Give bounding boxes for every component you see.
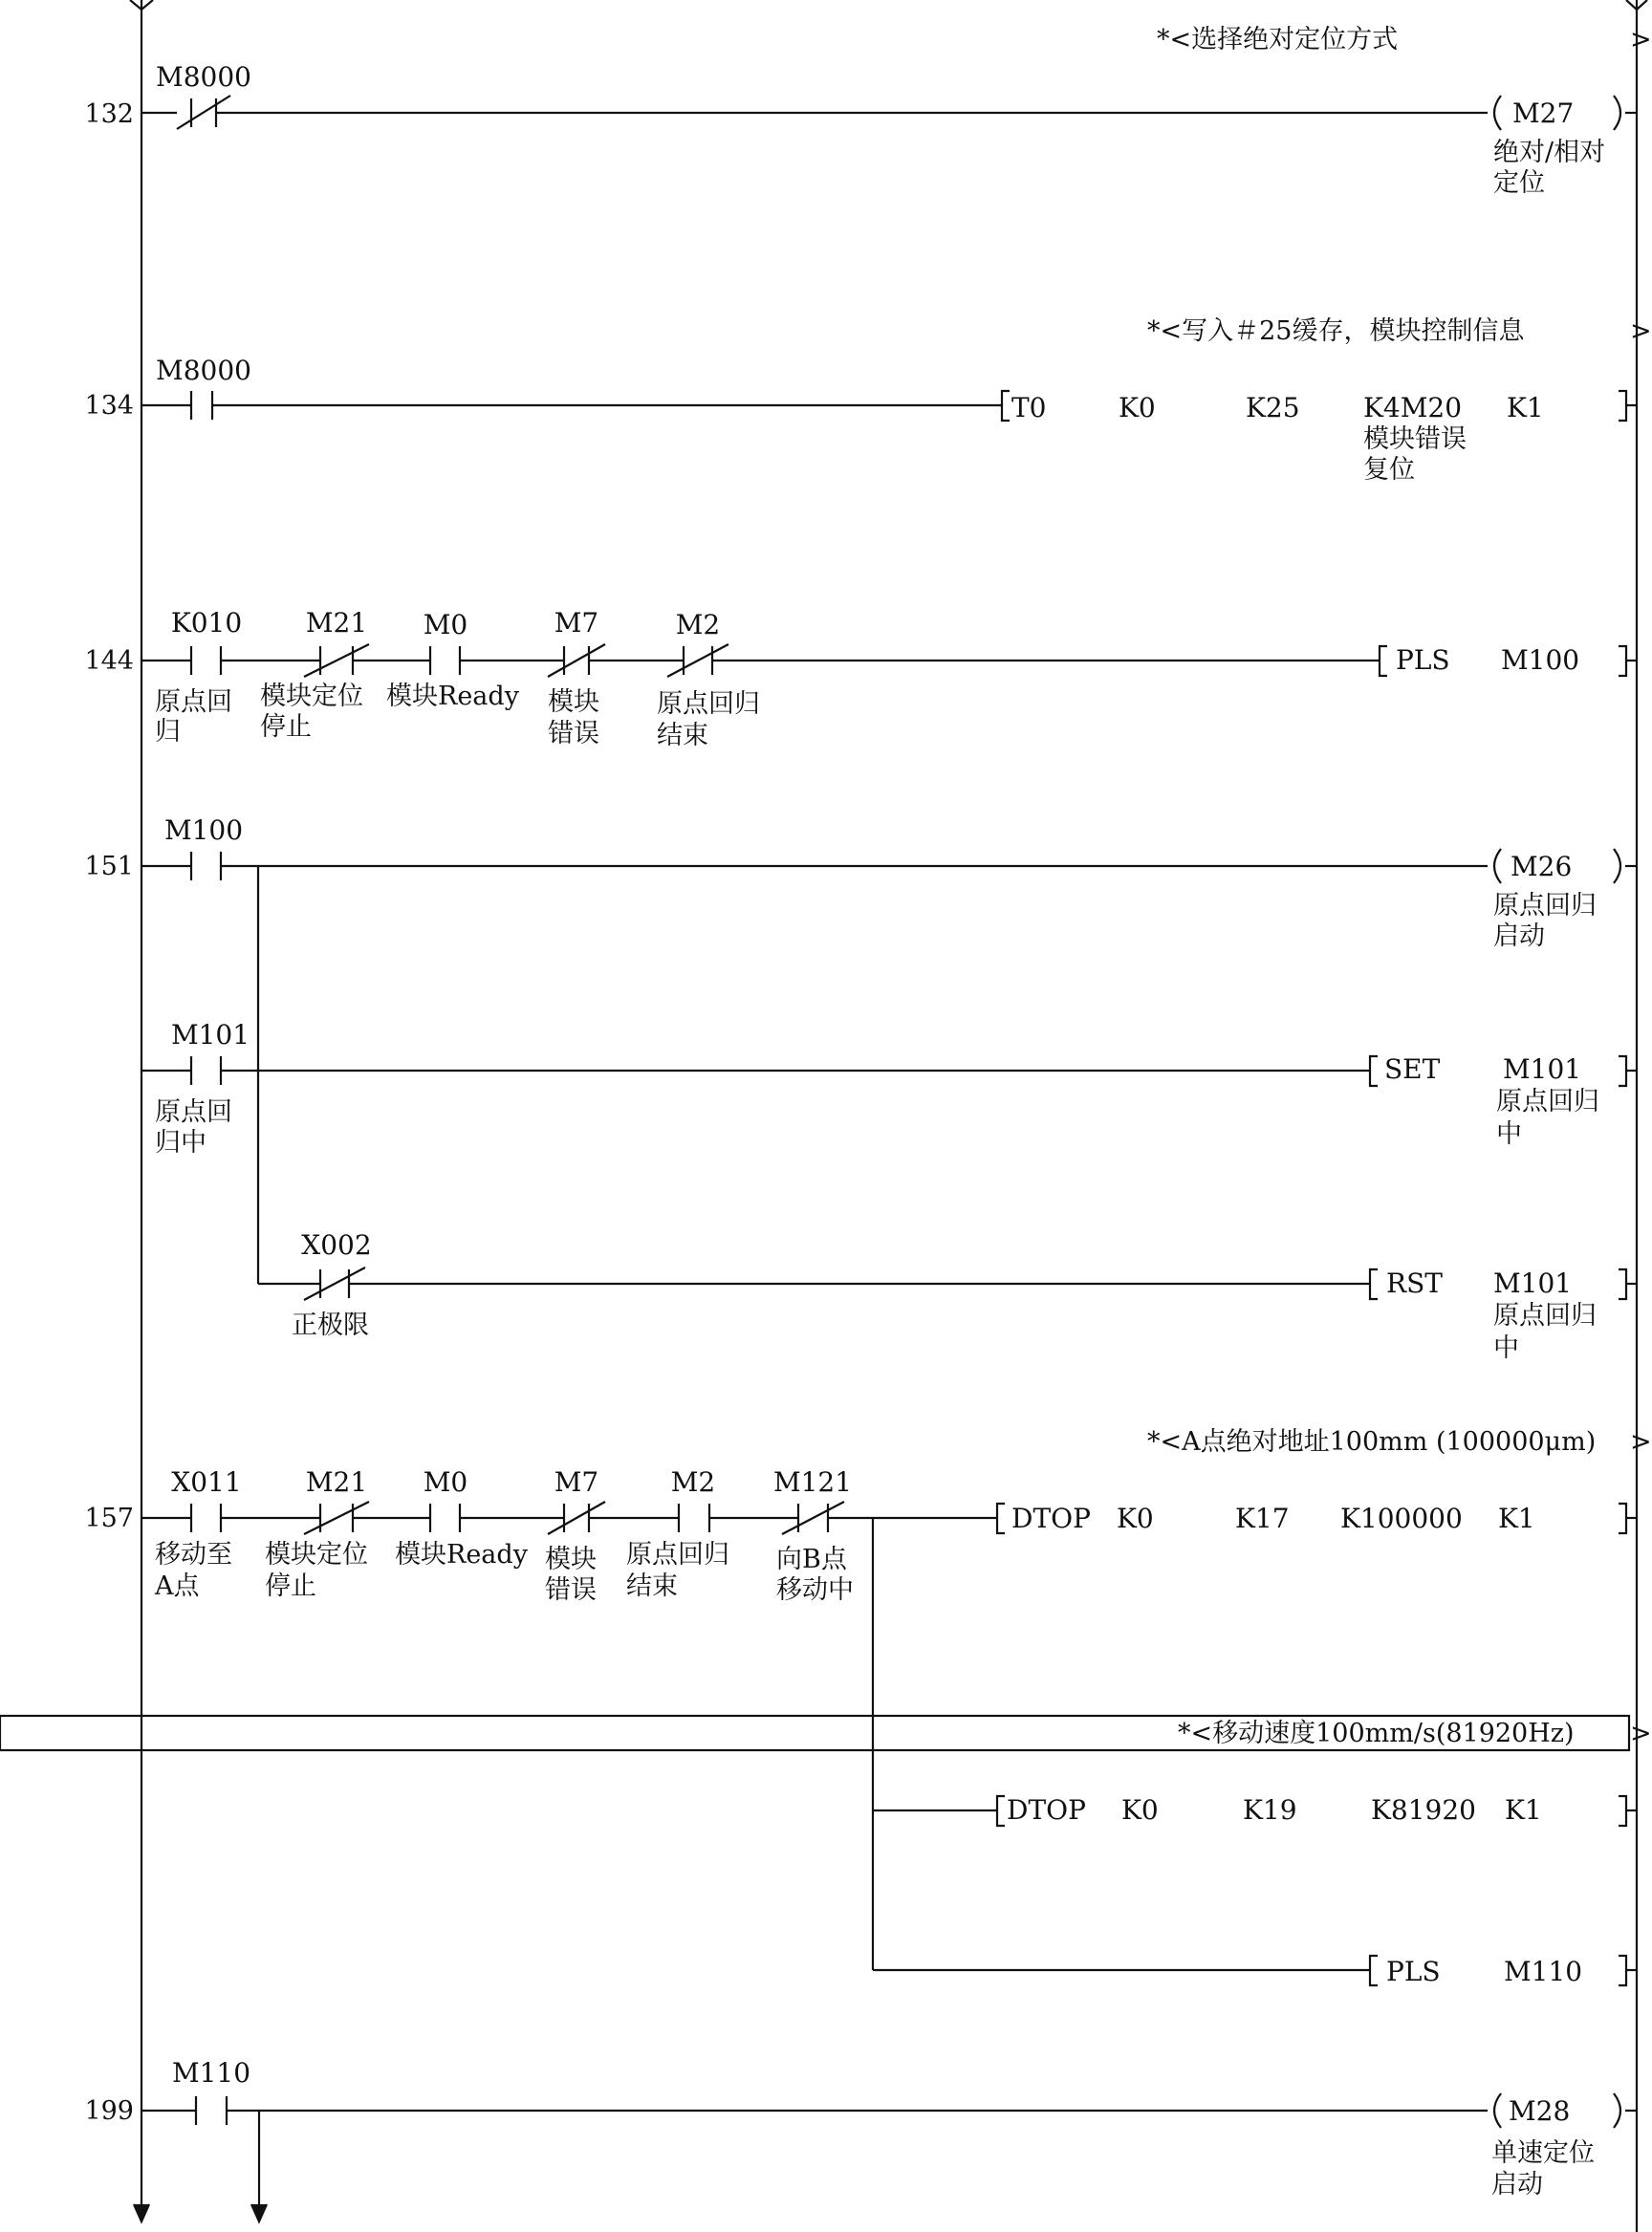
- contact-device: M7: [554, 607, 599, 639]
- instruction-right-bracket: [1619, 1956, 1626, 1985]
- contact-device: M7: [554, 1466, 599, 1498]
- contact-label: 移动中: [776, 1575, 854, 1605]
- contact-label: 向B点: [776, 1545, 847, 1574]
- instruction-operand: K1: [1498, 1503, 1535, 1534]
- contact-label: 错误: [545, 1575, 597, 1605]
- contact-label: 模块定位: [265, 1540, 368, 1570]
- contact-device: M0: [423, 1466, 468, 1498]
- instruction-operand: M101: [1503, 1053, 1582, 1085]
- instruction-right-bracket: [1619, 1504, 1626, 1533]
- coil-left-paren: [1494, 849, 1501, 883]
- instruction-left-bracket: [1002, 391, 1010, 421]
- instruction-operand: PLS: [1386, 1956, 1441, 1987]
- instruction-left-bracket: [1370, 1056, 1378, 1086]
- operand-label: 中: [1493, 1333, 1519, 1363]
- contact-device: M121: [772, 1466, 853, 1498]
- instruction-operand: M101: [1493, 1268, 1573, 1299]
- contact-label: 模块: [545, 1545, 597, 1574]
- contact-device: M8000: [156, 355, 251, 386]
- instruction-left-bracket: [997, 1796, 1005, 1826]
- rung-151: [84, 814, 1637, 1363]
- contact-label: 归中: [155, 1128, 206, 1158]
- coil-right-paren: [1614, 96, 1620, 130]
- coil-device: M27: [1512, 98, 1575, 129]
- contact-label: 错误: [548, 719, 599, 748]
- instruction-operand: K81920: [1371, 1794, 1476, 1826]
- instruction-right-bracket: [1619, 1056, 1626, 1086]
- contact-device: M8000: [156, 61, 251, 93]
- instruction-operand: K100000: [1340, 1503, 1463, 1534]
- coil-left-paren: [1494, 2093, 1501, 2128]
- comment-end-mark: >: [1630, 25, 1652, 54]
- instruction-right-bracket: [1619, 1269, 1626, 1299]
- coil-label: 原点回归: [1493, 891, 1597, 921]
- rung-199: [84, 2057, 1637, 2199]
- rung-132: [84, 25, 1651, 198]
- operand-label: 原点回归: [1496, 1087, 1599, 1116]
- left-rail-bottom-arrow: [134, 2204, 149, 2221]
- comment-end-mark: >: [1630, 316, 1652, 346]
- contact-label: 原点回: [155, 1097, 232, 1127]
- comment-end-mark: >: [1630, 1427, 1652, 1457]
- continuation-arrow: [251, 2204, 267, 2221]
- instruction-right-bracket: [1619, 646, 1626, 676]
- operand-label: 中: [1496, 1119, 1522, 1149]
- coil-right-paren: [1614, 849, 1620, 883]
- contact-label: 模块定位: [260, 682, 363, 711]
- contact-label: A点: [155, 1571, 200, 1601]
- instruction-operand: M110: [1504, 1956, 1583, 1987]
- contact-label: 原点回归: [626, 1540, 729, 1570]
- instruction-operand: RST: [1386, 1268, 1443, 1299]
- contact-device: M2: [675, 609, 721, 640]
- step-number: 132: [84, 99, 134, 129]
- contact-label: 原点回归: [657, 689, 760, 719]
- coil-device: M26: [1511, 851, 1573, 882]
- instruction-right-bracket: [1619, 1796, 1626, 1826]
- instruction-left-bracket: [1380, 646, 1387, 676]
- rung-comment: *<移动速度100mm/s(81920Hz): [1178, 1719, 1575, 1748]
- contact-label: 移动至: [155, 1540, 232, 1570]
- contact-device: K010: [170, 607, 243, 639]
- contact-device: M2: [670, 1466, 716, 1498]
- step-number: 157: [84, 1504, 134, 1533]
- instruction-left-bracket: [1370, 1269, 1378, 1299]
- operand-label: 原点回归: [1493, 1301, 1597, 1331]
- contact-device: X002: [301, 1229, 372, 1261]
- coil-right-paren: [1614, 2093, 1620, 2128]
- coil-label: 启动: [1491, 2170, 1543, 2199]
- instruction-operand: K4M20: [1363, 392, 1463, 423]
- instruction-right-bracket: [1619, 391, 1626, 421]
- coil-label: 绝对/相对: [1493, 138, 1606, 167]
- instruction-operand: K25: [1246, 392, 1300, 423]
- instruction-operand: M100: [1501, 644, 1580, 676]
- rung-144: [84, 607, 1637, 750]
- rung-comment: *<写入＃25缓存，模块控制信息: [1147, 316, 1525, 346]
- instruction-operand: K19: [1243, 1794, 1297, 1826]
- instruction-operand: T0: [1011, 392, 1047, 423]
- instruction-operand: K1: [1507, 392, 1544, 423]
- coil-left-paren: [1494, 96, 1501, 130]
- contact-label: 模块Ready: [395, 1540, 528, 1570]
- contact-device: M21: [305, 607, 368, 639]
- instruction-operand: K0: [1119, 392, 1156, 423]
- step-number: 144: [84, 646, 134, 676]
- rung-comment: *<A点绝对地址100mm (100000μm): [1147, 1427, 1597, 1457]
- instruction-left-bracket: [997, 1504, 1005, 1533]
- coil-device: M28: [1509, 2095, 1571, 2127]
- contact-label: 停止: [265, 1571, 316, 1601]
- contact-device: M21: [305, 1466, 368, 1498]
- coil-label: 启动: [1493, 921, 1545, 951]
- coil-label: 定位: [1493, 168, 1545, 198]
- operand-label: 模块错误: [1363, 424, 1467, 454]
- step-number: 134: [84, 391, 134, 421]
- coil-label: 单速定位: [1491, 2138, 1595, 2168]
- contact-label: 模块: [548, 687, 599, 717]
- contact-label: 模块Ready: [386, 682, 519, 711]
- contact-label: 原点回: [155, 687, 232, 717]
- contact-label: 停止: [260, 712, 312, 742]
- rung-157: [0, 1427, 1652, 1987]
- contact-label: 结束: [626, 1571, 678, 1601]
- contact-label: 结束: [657, 721, 708, 750]
- instruction-operand: K17: [1235, 1503, 1290, 1534]
- instruction-operand: K0: [1117, 1503, 1154, 1534]
- step-number: 151: [84, 852, 134, 881]
- operand-label: 复位: [1363, 455, 1415, 485]
- contact-label: 正极限: [292, 1311, 369, 1340]
- contact-device: M0: [423, 609, 468, 640]
- instruction-operand: K0: [1121, 1794, 1159, 1826]
- contact-device: M110: [171, 2057, 251, 2089]
- instruction-operand: SET: [1384, 1053, 1441, 1085]
- instruction-left-bracket: [1370, 1956, 1378, 1985]
- instruction-operand: K1: [1505, 1794, 1542, 1826]
- rung-comment: *<选择绝对定位方式: [1157, 25, 1399, 54]
- rung-134: [84, 316, 1651, 485]
- contact-label: 归: [155, 717, 181, 747]
- instruction-operand: PLS: [1396, 644, 1450, 676]
- step-number: 199: [84, 2096, 134, 2126]
- instruction-operand: DTOP: [1007, 1794, 1086, 1826]
- comment-end-mark: >: [1630, 1719, 1652, 1748]
- instruction-operand: DTOP: [1011, 1503, 1091, 1534]
- contact-device: M101: [170, 1019, 250, 1051]
- contact-device: M100: [163, 814, 244, 846]
- contact-device: X011: [171, 1466, 242, 1498]
